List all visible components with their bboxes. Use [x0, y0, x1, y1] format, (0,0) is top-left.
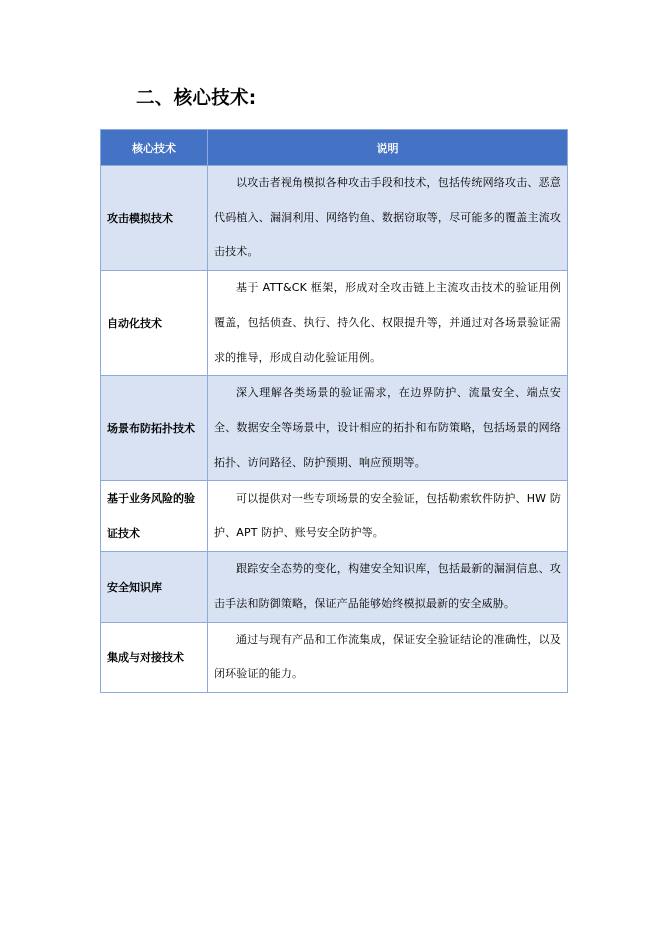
core-technology-table [100, 129, 568, 693]
technology-description: 基于 ATT&CK 框架，形成对全攻击链上主流攻击技术的验证用例覆盖，包括侦查、执行、持久化、权限提升等，并通过对各场景验证需求的推导，形成自动化验证用例。 [208, 271, 568, 376]
table-row [101, 376, 568, 481]
technology-description: 通过与现有产品和工作流集成，保证安全验证结论的准确性，以及闭环验证的能力。 [208, 622, 568, 692]
technology-description: 跟踪安全态势的变化，构建安全知识库，包括最新的漏洞信息、攻击手法和防御策略，保证产品能够始终模拟最新的安全威胁。 [208, 552, 568, 622]
technology-name: 基于业务风险的验证技术 [101, 481, 208, 552]
technology-name: 自动化技术 [101, 271, 208, 376]
technology-description: 深入理解各类场景的验证需求，在边界防护、流量安全、端点安全、数据安全等场景中，设计相应的拓扑和布防策略，包括场景的网络拓扑、访问路径、防护预期、响应预期等。 [208, 376, 568, 481]
technology-name: 安全知识库 [101, 552, 208, 622]
section-heading: 二、核心技术: [136, 88, 257, 109]
technology-description: 以攻击者视角模拟各种攻击手段和技术，包括传统网络攻击、恶意代码植入、漏洞利用、网络钓鱼、数据窃取等，尽可能多的覆盖主流攻击技术。 [208, 166, 568, 271]
technology-name: 攻击模拟技术 [101, 166, 208, 271]
table-row [101, 166, 568, 271]
header-technology: 核心技术 [101, 130, 208, 166]
table-row [101, 271, 568, 376]
table-row [101, 622, 568, 692]
header-description: 说明 [208, 130, 568, 166]
table-header-row [101, 130, 568, 166]
table-row [101, 552, 568, 622]
technology-description: 可以提供对一些专项场景的安全验证，包括勒索软件防护、HW 防护、APT 防护、账号安全防护等。 [208, 481, 568, 552]
technology-name: 场景布防拓扑技术 [101, 376, 208, 481]
technology-name: 集成与对接技术 [101, 622, 208, 692]
table-row [101, 481, 568, 552]
